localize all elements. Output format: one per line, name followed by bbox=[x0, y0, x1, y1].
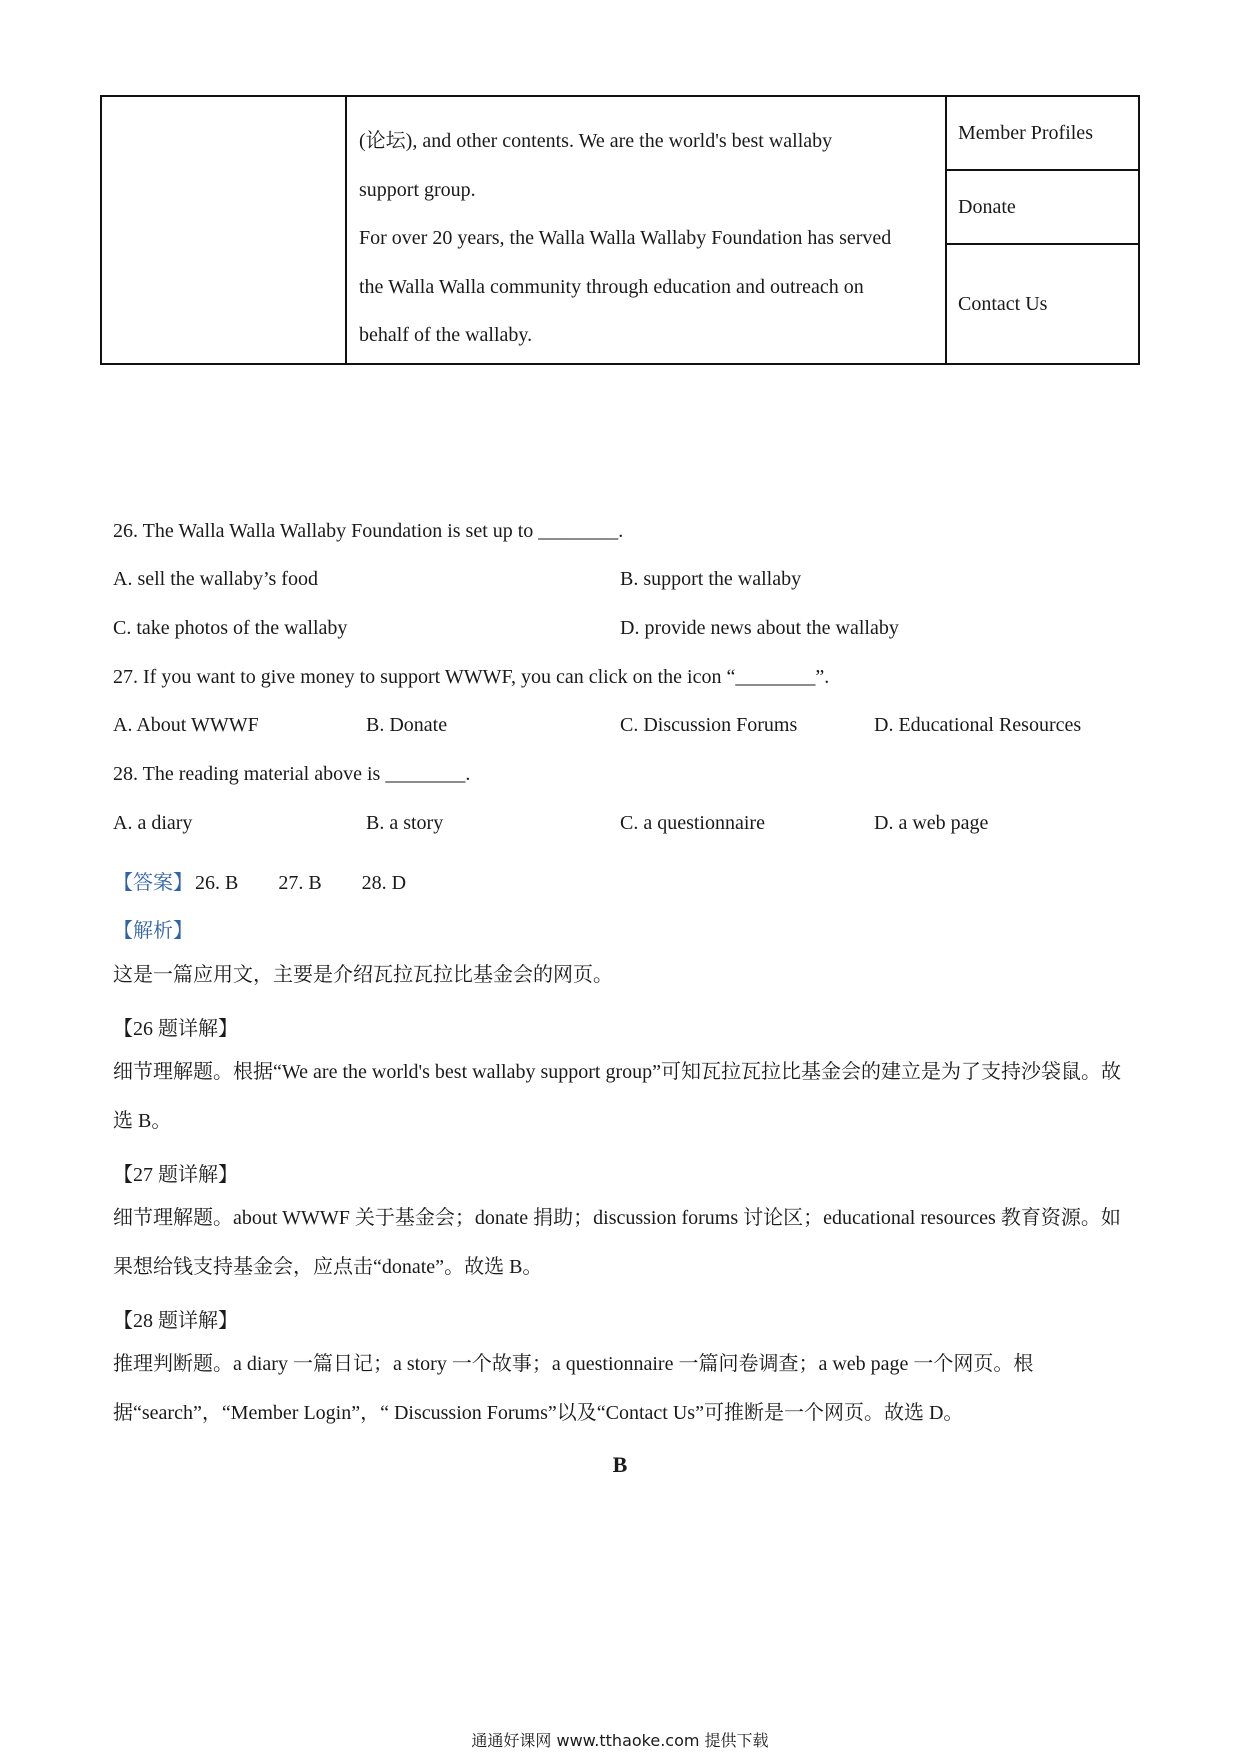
question-26-option-a: A. sell the wallaby’s food bbox=[113, 568, 318, 590]
section-text-28: 推理判断题。a diary 一篇日记；a story 一个故事；a questionnaire 一篇问卷调查；a web page 一个网页。根据“search”，“Member Login”，“ Discussion Forums”以及“Contact Us”可推断是一个网页。故选 D。 bbox=[113, 1353, 1034, 1424]
table-left-column bbox=[102, 97, 347, 363]
content-line: (论坛), and other contents. We are the world's best wallaby bbox=[359, 130, 833, 152]
analysis-label: 【解析】 bbox=[113, 920, 193, 942]
question-28-option-c: C. a questionnaire bbox=[620, 812, 765, 834]
section-heading-28: 【28 题详解】 bbox=[113, 1310, 238, 1332]
web-page-table bbox=[100, 95, 1140, 365]
content-line: behalf of the wallaby. bbox=[359, 324, 533, 346]
content-line: For over 20 years, the Walla Walla Wallaby Foundation has served bbox=[359, 227, 892, 249]
section-heading-27: 【27 题详解】 bbox=[113, 1164, 238, 1186]
analysis-intro: 这是一篇应用文，主要是介绍瓦拉瓦拉比基金会的网页。 bbox=[113, 964, 613, 986]
question-28-stem: 28. The reading material above is ________. bbox=[113, 763, 471, 785]
table-content-column bbox=[347, 97, 947, 363]
question-27-stem: 27. If you want to give money to support WWWF, you can click on the icon “________”. bbox=[113, 666, 830, 688]
answer-values: 26. B 27. B 28. D bbox=[195, 872, 407, 894]
question-28-option-b: B. a story bbox=[366, 812, 444, 834]
question-28-option-d: D. a web page bbox=[874, 812, 989, 834]
question-27-option-a: A. About WWWF bbox=[113, 714, 259, 736]
table-nav-column bbox=[947, 97, 1138, 363]
question-26-option-b: B. support the wallaby bbox=[620, 568, 802, 590]
answer-line bbox=[113, 866, 406, 895]
question-27-option-b: B. Donate bbox=[366, 714, 448, 736]
question-27-option-c: C. Discussion Forums bbox=[620, 714, 798, 736]
question-26-stem: 26. The Walla Walla Wallaby Foundation is set up to ________. bbox=[113, 520, 624, 542]
section-heading-26: 【26 题详解】 bbox=[113, 1018, 238, 1040]
section-text-26: 细节理解题。根据“We are the world's best wallaby support group”可知瓦拉瓦拉比基金会的建立是为了支持沙袋鼠。故选 B。 bbox=[113, 1061, 1121, 1132]
question-26-option-c: C. take photos of the wallaby bbox=[113, 617, 348, 639]
nav-item-member-profiles: Member Profiles bbox=[947, 97, 1138, 171]
nav-item-contact-us: Contact Us bbox=[958, 292, 1048, 315]
question-26-option-d: D. provide news about the wallaby bbox=[620, 617, 899, 639]
page-footer: 通通好课网 www.tthaoke.com 提供下载 bbox=[471, 1731, 769, 1750]
nav-item-donate: Donate bbox=[947, 171, 1138, 245]
content-line: the Walla Walla community through education and outreach on bbox=[359, 275, 864, 298]
question-28-option-a: A. a diary bbox=[113, 812, 193, 834]
question-27-option-d: D. Educational Resources bbox=[874, 714, 1082, 736]
answer-label: 【答案】 bbox=[113, 872, 193, 894]
section-text-27: 细节理解题。about WWWF 关于基金会；donate 捐助；discussion forums 讨论区；educational resources 教育资源。如果想给钱支持基金会，应点击“donate”。故选 B。 bbox=[113, 1207, 1121, 1278]
content-line: support group. bbox=[359, 178, 476, 201]
section-b-heading: B bbox=[612, 1452, 628, 1477]
